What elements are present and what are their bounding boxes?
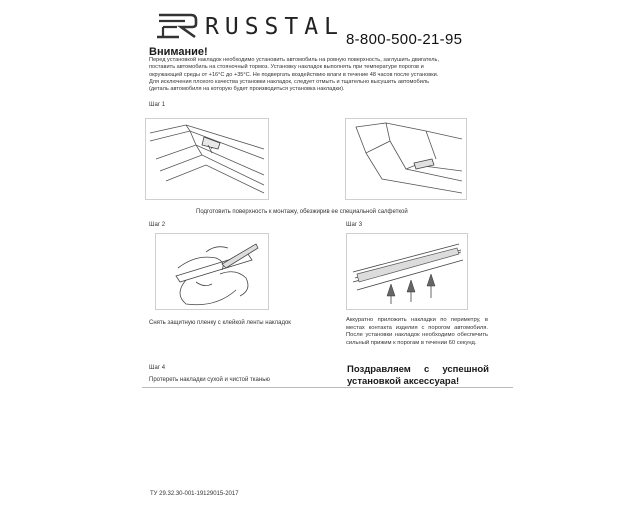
- car-sill-wipe-icon: [146, 119, 268, 199]
- step3-image: [346, 233, 468, 310]
- step3-label: Шаг 3: [346, 222, 363, 228]
- car-door-sill-icon: [346, 119, 466, 199]
- step2-image: [155, 233, 269, 310]
- warning-line: поставить автомобиль на стояночный тормоз. Установку накладок выполнять при температуре порогов и: [149, 64, 424, 71]
- warning-text: [149, 57, 494, 93]
- russtal-logo-icon: [155, 12, 199, 40]
- step1-image-right: [345, 118, 467, 200]
- step4-caption: Протереть накладки сухой и чистой тканью: [149, 377, 270, 383]
- warning-line: Для исключения плохого качества установки накладок, следует отмыть и тщательно высушить автомобиль: [149, 78, 430, 85]
- step2-caption: Снять защитную пленку с клейкой ленты накладок: [149, 320, 291, 326]
- brand-logo: [155, 12, 344, 42]
- step2-label: Шаг 2: [149, 222, 166, 228]
- step1-label: Шаг 1: [149, 102, 166, 108]
- press-sill-guard-icon: [347, 234, 467, 309]
- section-divider: [142, 387, 513, 388]
- warning-title: Внимание!: [149, 46, 208, 58]
- congrats-message: Поздравляем с успешной установкой аксессуара!: [347, 364, 489, 387]
- footer-spec: ТУ 29.32.30-001-19129015-2017: [150, 491, 239, 497]
- phone-number[interactable]: 8-800-500-21-95: [346, 31, 463, 48]
- step3-caption: Аккуратно приложить накладки по периметру, в местах контакта изделия с порогом автомобиля. После установки накладок необходимо обеспечить сильный прижим к порогам в течении 60 секунд.: [346, 317, 488, 346]
- step1-image-left: [145, 118, 269, 200]
- step4-label: Шаг 4: [149, 365, 166, 371]
- warning-line: окружающей среды от +16°С до +35°С. Не подвергать воздействию влаги в течение 48 часов после установки.: [149, 71, 439, 78]
- brand-name: RUSSTAL: [205, 14, 344, 40]
- warning-line: Перед установкой накладок необходимо установить автомобиль на ровную поверхность, заглушить двигатель,: [149, 57, 440, 63]
- step1-caption: Подготовить поверхность к монтажу, обезжирив ее специальной салфеткой: [196, 209, 408, 215]
- warning-line: (деталь автомобиля на которую будет производиться установка накладки).: [149, 86, 345, 93]
- peel-film-hands-icon: [156, 234, 268, 309]
